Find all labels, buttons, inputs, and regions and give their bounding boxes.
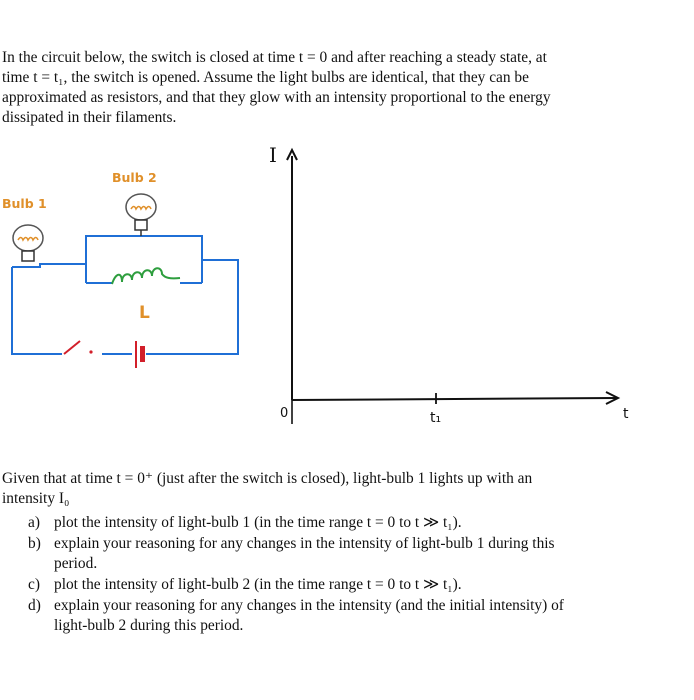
question-c [28,575,678,595]
question-line: explain your reasoning for any changes in the intensity (and the initial intensity) of [54,597,564,614]
given-statement [2,469,682,509]
t1-label: t₁ [430,410,442,426]
question-d [28,596,678,636]
circuit-diagram [2,170,238,368]
statement-line: time t = t₁, the switch is opened. Assume the light bulbs are identical, that they can be [2,69,529,86]
question-a [28,513,678,533]
wire-bulb1-to-junction [12,264,86,267]
statement-line: In the circuit below, the switch is closed at time t = 0 and after reaching a steady state, at [2,49,547,66]
given-line: intensity I₀ [2,490,70,507]
bulb-1 [13,225,43,261]
inductor-coil [112,268,180,284]
switch-contact [89,350,92,353]
bulb-1-label: Bulb 1 [2,196,47,211]
question-letter: d) [28,597,41,614]
question-list [28,513,678,637]
question-line: plot the intensity of light-bulb 2 (in the time range t = 0 to t ≫ t₁). [54,576,462,593]
question-line: plot the intensity of light-bulb 1 (in the time range t = 0 to t ≫ t₁). [54,514,462,531]
statement-line: approximated as resistors, and that they glow with an intensity proportional to the energy [2,89,551,106]
battery-short-plate [140,346,145,362]
x-axis [292,398,616,400]
inductor-label: L [139,303,150,323]
question-letter: c) [28,576,40,593]
bulb-2 [126,194,156,236]
statement-line: dissipated in their filaments. [2,109,177,126]
question-line: explain your reasoning for any changes in the intensity of light-bulb 1 during this [54,535,555,552]
question-line: period. [54,555,98,572]
figure [0,134,694,446]
empty-graph [269,143,629,426]
bulb-2-label: Bulb 2 [112,170,157,185]
problem-statement [2,48,682,128]
question-letter: a) [28,514,40,531]
y-axis-label: I [269,143,277,167]
given-line: Given that at time t = 0⁺ (just after the switch is closed), light-bulb 1 lights up with an [2,470,533,487]
question-line: light-bulb 2 during this period. [54,617,244,634]
question-b [28,534,678,574]
x-axis-label: t [623,406,629,422]
question-letter: b) [28,535,41,552]
wire-parallel-top [86,236,202,283]
origin-label: 0 [280,406,289,421]
